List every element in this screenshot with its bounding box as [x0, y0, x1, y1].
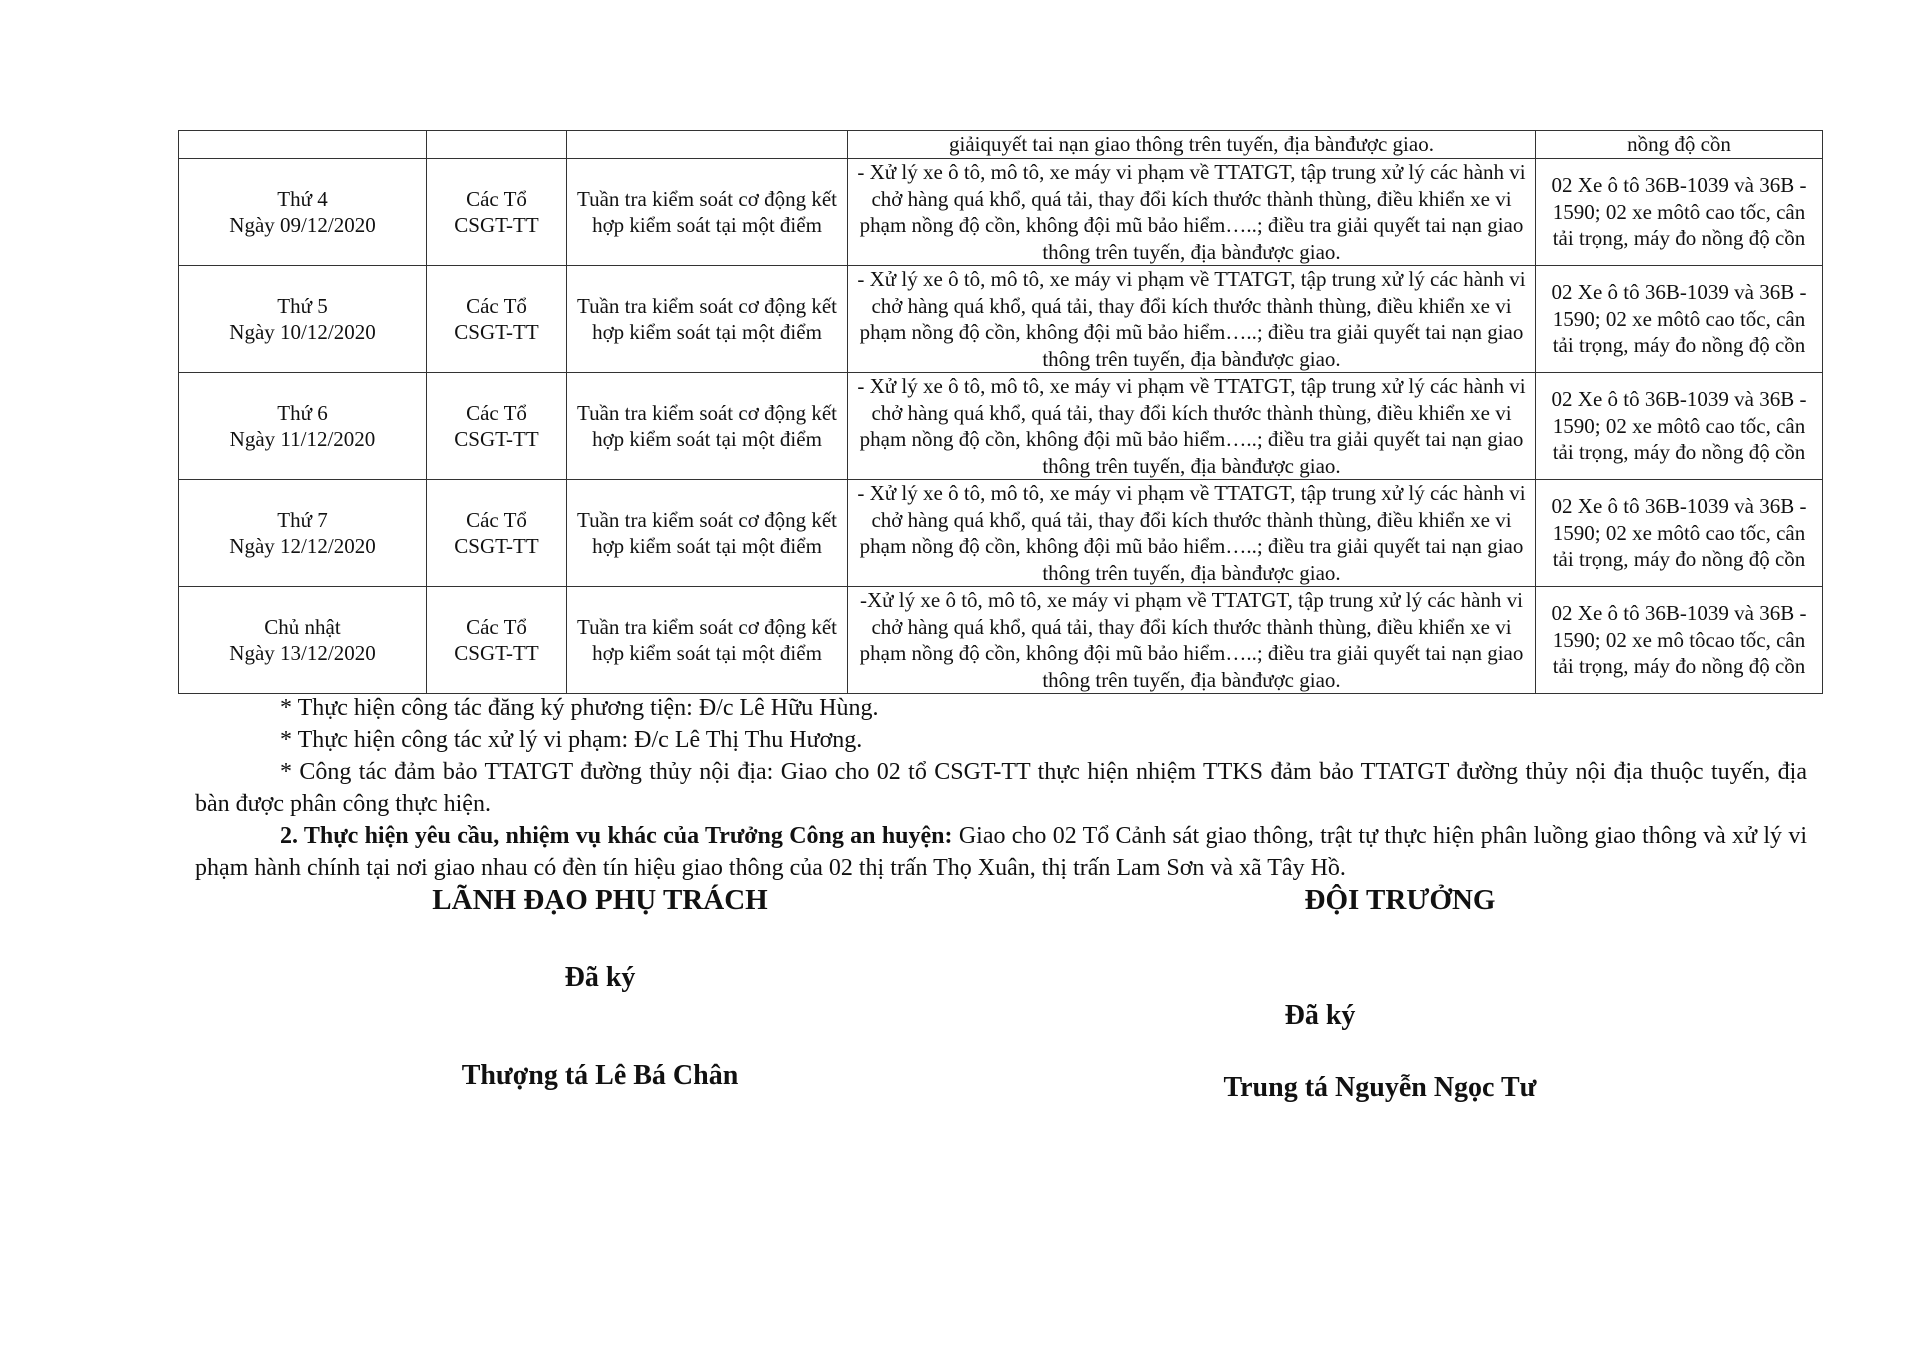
unit-line: CSGT-TT [454, 641, 539, 665]
means-cell: 02 Xe ô tô 36B-1039 và 36B - 1590; 02 xe môtô cao tốc, cân tải trọng, máy đo nồng độ cồn [1536, 480, 1823, 587]
table-row [179, 587, 1823, 694]
unit-cell [427, 480, 567, 587]
date-label: Ngày 12/12/2020 [229, 534, 376, 558]
unit-cell [427, 266, 567, 373]
right-signature-title: ĐỘI TRƯỞNG [1304, 884, 1496, 916]
day-label: Thứ 5 [277, 293, 328, 318]
day-label: Thứ 7 [277, 507, 328, 532]
content-cell: - Xử lý xe ô tô, mô tô, xe máy vi phạm về TTATGT, tập trung xử lý các hành vi chở hàng quá khổ, quá tải, thay đổi kích thước thành thùng, điều khiển xe vi phạm nồng độ cồn, không đội mũ bảo hiểm…..; điều tra giải quyết tai nạn giao thông trên tuyến, địa bànđược giao. [848, 266, 1536, 373]
item-2-paragraph [195, 820, 1807, 884]
day-label: Thứ 6 [277, 400, 328, 425]
unit-line: Các Tổ [466, 186, 527, 211]
content-cell: - Xử lý xe ô tô, mô tô, xe máy vi phạm về TTATGT, tập trung xử lý các hành vi chở hàng quá khổ, quá tải, thay đổi kích thước thành thùng, điều khiển xe vi phạm nồng độ cồn, không đội mũ bảo hiểm…..; điều tra giải quyết tai nạn giao thông trên tuyến, địa bànđược giao. [848, 373, 1536, 480]
form-cell: Tuần tra kiểm soát cơ động kết hợp kiểm soát tại một điểm [567, 159, 848, 266]
left-signature-title: LÃNH ĐẠO PHỤ TRÁCH [432, 884, 768, 916]
form-cell: Tuần tra kiểm soát cơ động kết hợp kiểm soát tại một điểm [567, 373, 848, 480]
form-cell: Tuần tra kiểm soát cơ động kết hợp kiểm soát tại một điểm [567, 266, 848, 373]
unit-line: Các Tổ [466, 400, 527, 425]
right-signer-name: Trung tá Nguyễn Ngọc Tư [1223, 1072, 1537, 1103]
content-cell: giảiquyết tai nạn giao thông trên tuyến, địa bànđược giao. [848, 131, 1536, 159]
table-row [179, 373, 1823, 480]
means-cell: 02 Xe ô tô 36B-1039 và 36B - 1590; 02 xe môtô cao tốc, cân tải trọng, máy đo nồng độ cồn [1536, 159, 1823, 266]
date-label: Ngày 10/12/2020 [229, 320, 376, 344]
unit-line: Các Tổ [466, 293, 527, 318]
date-label: Ngày 09/12/2020 [229, 213, 376, 237]
date-cell [179, 159, 427, 266]
date-label: Ngày 11/12/2020 [229, 427, 376, 451]
table-cell [427, 131, 567, 159]
unit-line: CSGT-TT [454, 320, 539, 344]
means-cell: 02 Xe ô tô 36B-1039 và 36B - 1590; 02 xe mô tôcao tốc, cân tải trọng, máy đo nồng độ cồn [1536, 587, 1823, 694]
date-cell [179, 373, 427, 480]
unit-cell [427, 159, 567, 266]
unit-line: CSGT-TT [454, 534, 539, 558]
note-line: * Thực hiện công tác xử lý vi phạm: Đ/c Lê Thị Thu Hương. [280, 727, 863, 753]
schedule-table [178, 130, 1823, 694]
content-cell: - Xử lý xe ô tô, mô tô, xe máy vi phạm về TTATGT, tập trung xử lý các hành vi chở hàng quá khổ, quá tải, thay đổi kích thước thành thùng, điều khiển xe vi phạm nồng độ cồn, không đội mũ bảo hiểm…..; điều tra giải quyết tai nạn giao thông trên tuyến, địa bànđược giao. [848, 480, 1536, 587]
date-cell [179, 480, 427, 587]
unit-line: Các Tổ [466, 507, 527, 532]
form-cell: Tuần tra kiểm soát cơ động kết hợp kiểm soát tại một điểm [567, 480, 848, 587]
table-row [179, 480, 1823, 587]
date-cell [179, 266, 427, 373]
item-2-text: Giao cho 02 Tổ Cảnh sát giao thông, trật tự thực hiện phân luồng giao thông và xử lý vi phạm hành chính tại nơi giao nhau có đèn tín hiệu giao thông của 02 thị trấn Thọ Xuân, thị trấn Lam Sơn và xã Tây Hồ. [195, 823, 1807, 881]
unit-cell [427, 373, 567, 480]
date-label: Ngày 13/12/2020 [229, 641, 376, 665]
table-row [179, 159, 1823, 266]
table-row [179, 131, 1823, 159]
table-cell [567, 131, 848, 159]
left-signed-label: Đã ký [564, 962, 636, 993]
form-cell: Tuần tra kiểm soát cơ động kết hợp kiểm soát tại một điểm [567, 587, 848, 694]
day-label: Thứ 4 [277, 186, 328, 211]
means-cell: nồng độ cồn [1536, 131, 1823, 159]
table-cell [179, 131, 427, 159]
day-label: Chủ nhật [264, 614, 341, 639]
item-2-heading: 2. Thực hiện yêu cầu, nhiệm vụ khác của Trưởng Công an huyện: [280, 823, 953, 849]
content-cell: -Xử lý xe ô tô, mô tô, xe máy vi phạm về TTATGT, tập trung xử lý các hành vi chở hàng quá khổ, quá tải, thay đổi kích thước thành thùng, điều khiển xe vi phạm nồng độ cồn, không đội mũ bảo hiểm…..; điều tra giải quyết tai nạn giao thông trên tuyến, địa bànđược giao. [848, 587, 1536, 694]
left-signer-name: Thượng tá Lê Bá Chân [461, 1060, 739, 1091]
means-cell: 02 Xe ô tô 36B-1039 và 36B - 1590; 02 xe môtô cao tốc, cân tải trọng, máy đo nồng độ cồn [1536, 266, 1823, 373]
notes-section [195, 692, 1807, 884]
table-row [179, 266, 1823, 373]
note-line: * Thực hiện công tác đăng ký phương tiện: Đ/c Lê Hữu Hùng. [280, 695, 879, 721]
unit-line: Các Tổ [466, 614, 527, 639]
date-cell [179, 587, 427, 694]
content-cell: - Xử lý xe ô tô, mô tô, xe máy vi phạm về TTATGT, tập trung xử lý các hành vi chở hàng quá khổ, quá tải, thay đổi kích thước thành thùng, điều khiển xe vi phạm nồng độ cồn, không đội mũ bảo hiểm…..; điều tra giải quyết tai nạn giao thông trên tuyến, địa bànđược giao. [848, 159, 1536, 266]
unit-line: CSGT-TT [454, 427, 539, 451]
unit-line: CSGT-TT [454, 213, 539, 237]
right-signed-label: Đã ký [1284, 1000, 1356, 1031]
note-line: * Công tác đảm bảo TTATGT đường thủy nội địa: Giao cho 02 tổ CSGT-TT thực hiện nhiệm TTKS đảm bảo TTATGT đường thủy nội địa thuộc tuyến, địa bàn được phân công thực hiện. [195, 759, 1807, 817]
means-cell: 02 Xe ô tô 36B-1039 và 36B - 1590; 02 xe môtô cao tốc, cân tải trọng, máy đo nồng độ cồn [1536, 373, 1823, 480]
unit-cell [427, 587, 567, 694]
